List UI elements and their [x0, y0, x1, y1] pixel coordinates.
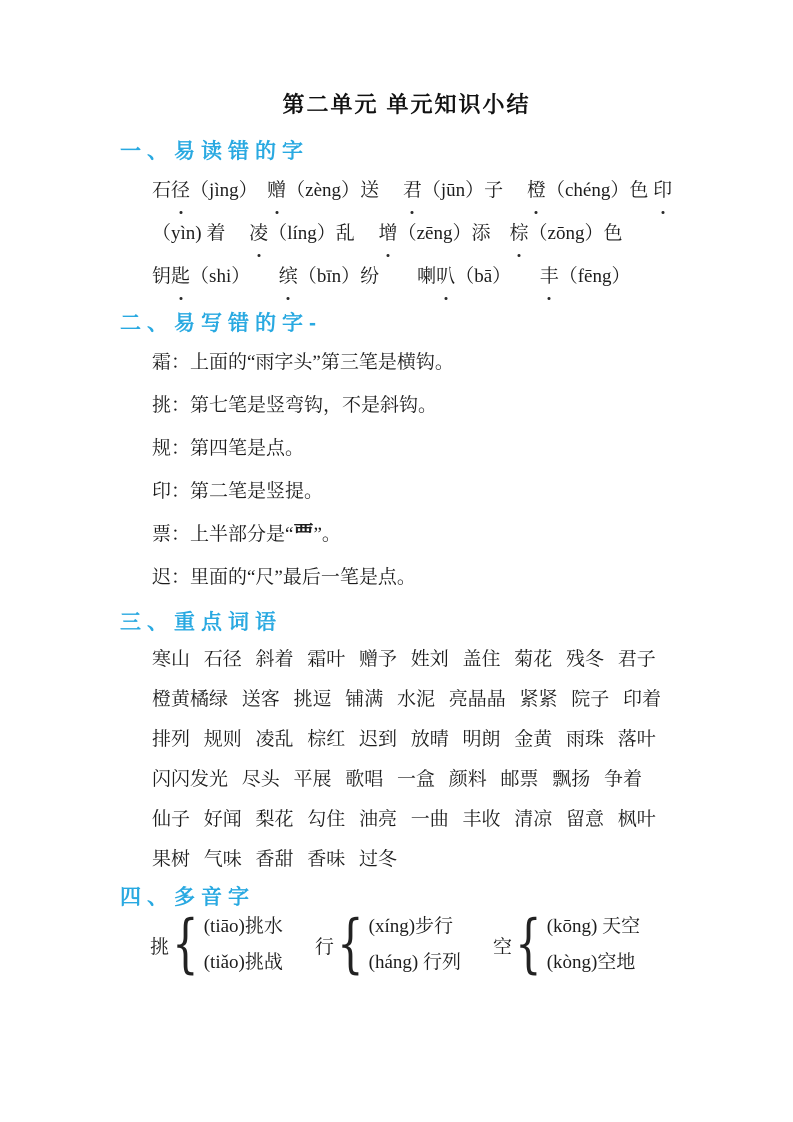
section-misread-heading: 一、易读错的字 — [120, 140, 309, 163]
page-title: 第二单元 单元知识小结 — [282, 92, 531, 117]
misread-lines — [120, 169, 693, 298]
stroke-note-line: 霜：上面的“雨字头”第三笔是横钩。 — [152, 352, 454, 373]
emphasized-char: 径 — [171, 169, 190, 212]
miswrite-lines — [120, 341, 693, 599]
polyphone-char: 挑 — [150, 936, 170, 958]
polyphone-items — [204, 916, 283, 974]
emphasized-char: 橙 — [527, 169, 546, 212]
emphasized-char: 丰 — [540, 255, 559, 298]
polyphone-item: (xíng)步行 — [368, 916, 454, 937]
brace-glyph: { — [337, 907, 364, 982]
polyphone-item: (tiǎo)挑战 — [203, 952, 283, 973]
emphasized-char: 赠 — [267, 169, 286, 212]
section-misread — [120, 138, 693, 298]
stroke-note-line: 挑：第七笔是竖弯钩，不是斜钩。 — [152, 395, 438, 416]
word-line: 寒山 石径 斜着 霜叶 赠予 姓刘 盖住 菊花 残冬 君子 — [152, 649, 656, 670]
polyphone-char: 空 — [492, 936, 512, 958]
emphasized-char: 叭 — [436, 255, 455, 298]
emphasized-char: 君 — [403, 169, 422, 212]
polyphone-item: (tiāo)挑水 — [203, 916, 283, 937]
radical-char: 覀 — [293, 523, 314, 545]
polyphone-items — [369, 916, 461, 974]
section-keywords-heading: 三、重点词语 — [120, 611, 282, 634]
emphasized-char: 增 — [379, 212, 398, 255]
polyphone-group — [150, 907, 283, 982]
stroke-note-line: 印：第二笔是竖提。 — [152, 481, 324, 502]
polyphone-char: 行 — [314, 936, 334, 958]
section-miswrite — [120, 310, 693, 599]
word-line: 仙子 好闻 梨花 勾住 油亮 一曲 丰收 清凉 留意 枫叶 — [152, 809, 656, 830]
polyphone-item: (kòng)空地 — [546, 952, 636, 973]
word-line: 排列 规则 凌乱 棕红 迟到 放晴 明朗 金黄 雨珠 落叶 — [152, 729, 656, 750]
emphasized-char: 匙 — [171, 255, 190, 298]
word-line: 闪闪发光 尽头 平展 歌唱 一盒 颜料 邮票 飘扬 争着 — [152, 769, 643, 790]
stroke-note-line: 迟：里面的“尺”最后一笔是点。 — [152, 567, 416, 588]
pinyin-line: 石径（jìng） 赠（zèng）送 君（jūn）子 橙（chéng）色 印 — [120, 169, 693, 212]
brace-glyph: { — [172, 907, 199, 982]
pinyin-line: （yìn) 着 凌（líng）乱 增（zēng）添 棕（zōng）色 — [120, 212, 693, 255]
brace-glyph: { — [515, 907, 542, 982]
polyphone-item: (kōng) 天空 — [546, 916, 641, 937]
emphasized-char: 缤 — [279, 255, 298, 298]
section-polyphones-heading: 四、多音字 — [120, 886, 255, 909]
polyphone-group — [492, 907, 641, 982]
emphasized-char: 棕 — [510, 212, 529, 255]
section-miswrite-heading: 二、易写错的字- — [120, 312, 322, 335]
word-line: 橙黄橘绿 送客 挑逗 铺满 水泥 亮晶晶 紧紧 院子 印着 — [152, 689, 662, 710]
polyphone-item: (háng) 行列 — [368, 952, 461, 973]
word-line: 果树 气味 香甜 香味 过冬 — [152, 849, 398, 870]
stroke-note-line: 规：第四笔是点。 — [152, 438, 305, 459]
pinyin-line: 钥匙（shi） 缤（bīn）纷 喇叭（bā） 丰（fēng） — [120, 255, 693, 298]
polyphone-group — [314, 907, 461, 982]
emphasized-char: 凌 — [249, 212, 268, 255]
polyphone-items — [547, 916, 640, 974]
section-polyphones — [120, 884, 693, 982]
section-keywords — [120, 609, 693, 880]
polyphone-row — [120, 907, 693, 982]
emphasized-char: 印 — [653, 169, 672, 212]
keyword-lines — [120, 640, 693, 880]
stroke-note-line: 票：上半部分是“覀”。 — [152, 523, 341, 545]
